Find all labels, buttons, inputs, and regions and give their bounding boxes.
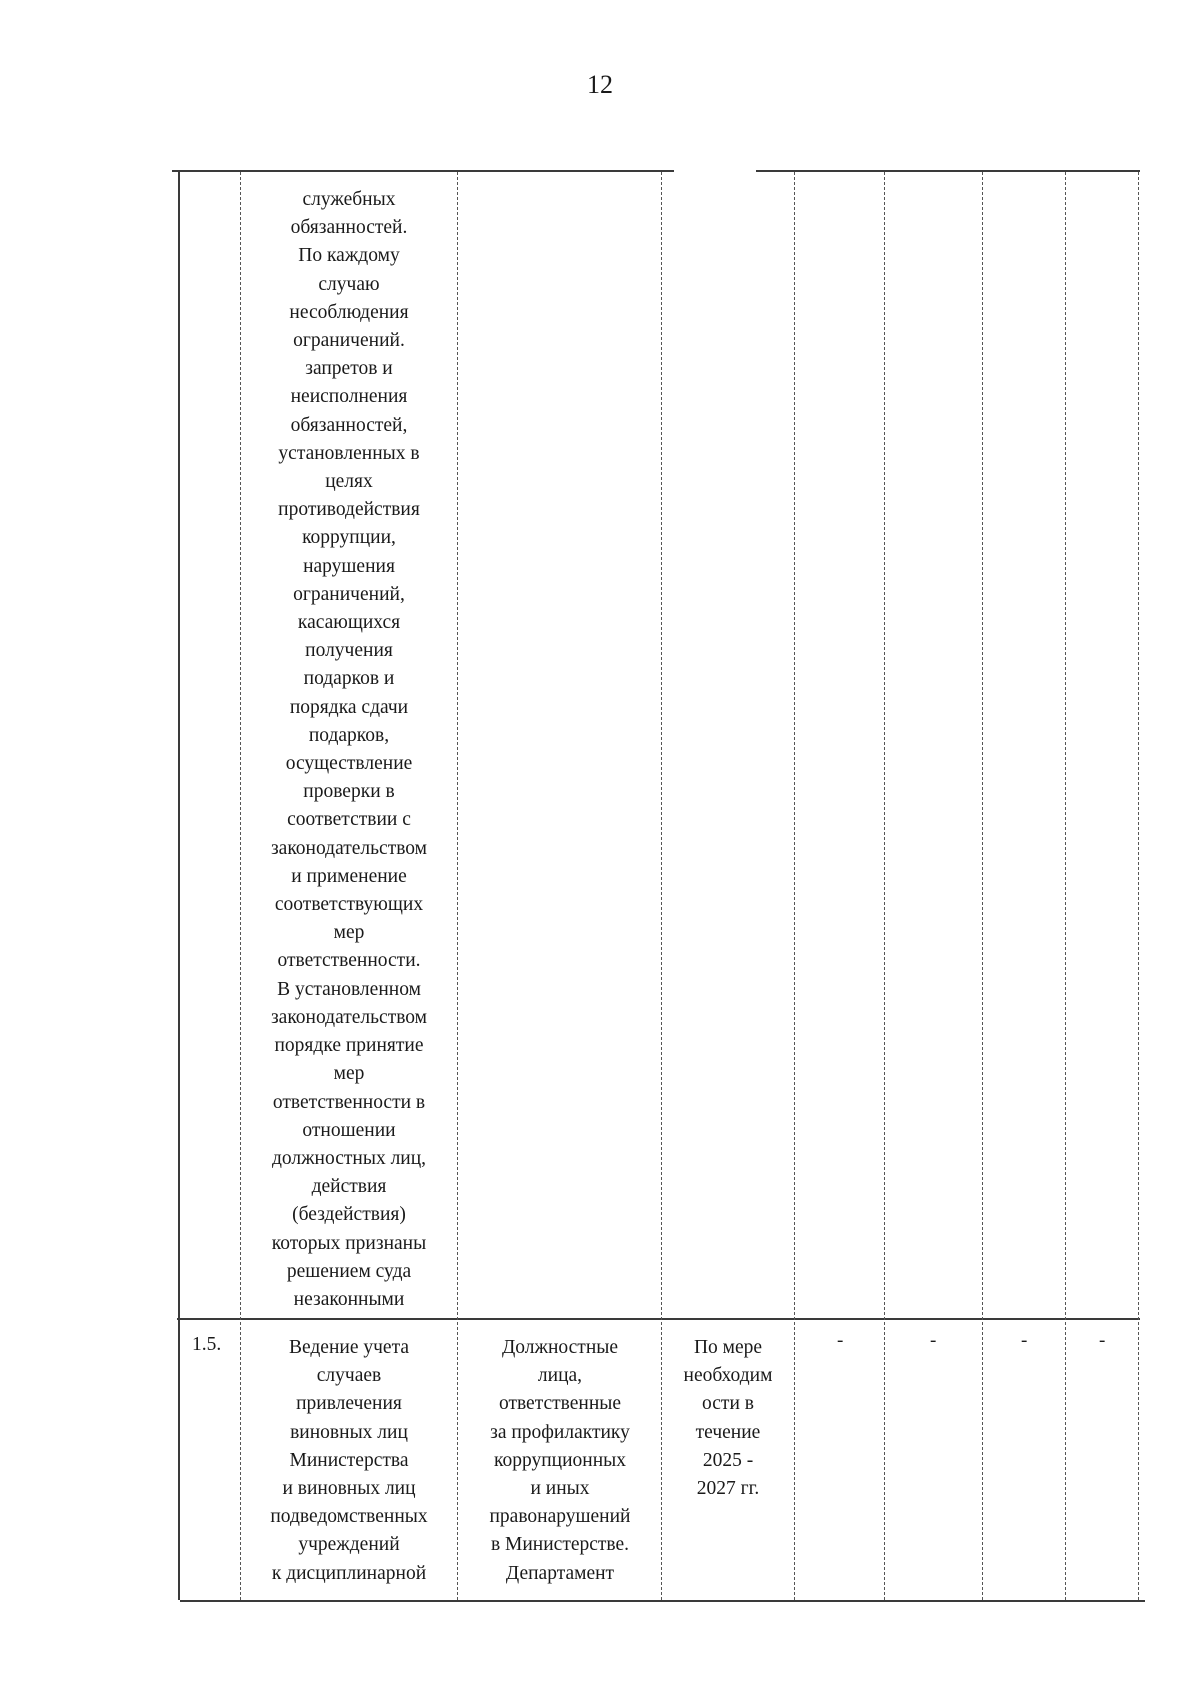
column-line-5 bbox=[794, 172, 795, 1600]
text-line: В установленном bbox=[277, 978, 421, 1000]
text-line: виновных лиц bbox=[290, 1421, 408, 1443]
table-top-border-right bbox=[756, 170, 1140, 172]
text-line: несоблюдения bbox=[289, 301, 409, 323]
text-line: По каждому bbox=[298, 245, 400, 267]
row-divider bbox=[177, 1318, 1140, 1320]
row-1-5-description bbox=[244, 1334, 454, 1588]
text-line: мер bbox=[333, 922, 365, 944]
column-line-7 bbox=[982, 172, 983, 1600]
text-line: обязанностей, bbox=[290, 414, 408, 436]
text-line: нарушения bbox=[303, 555, 395, 577]
text-line: действия bbox=[311, 1176, 387, 1198]
text-line: случаю bbox=[318, 273, 380, 295]
text-line: которых признаны bbox=[271, 1232, 427, 1254]
text-line: целях bbox=[325, 471, 373, 493]
text-line: к дисциплинарной bbox=[271, 1562, 427, 1584]
text-line: коррупционных bbox=[493, 1449, 626, 1471]
text-line: случаев bbox=[316, 1365, 382, 1387]
text-line: подарков и bbox=[303, 668, 395, 690]
text-line: лица, bbox=[537, 1365, 583, 1387]
text-line: 2025 - bbox=[702, 1449, 754, 1471]
text-line: течение bbox=[695, 1421, 761, 1443]
text-line: отношении bbox=[302, 1119, 396, 1141]
text-line: касающихся bbox=[297, 612, 401, 634]
text-line: соответствии с bbox=[287, 809, 411, 831]
value-cell-2: - bbox=[930, 1330, 937, 1351]
text-line: необходим bbox=[683, 1365, 773, 1387]
page-number: 12 bbox=[587, 70, 613, 99]
row-number: 1.5. bbox=[192, 1334, 222, 1355]
text-line: По мере bbox=[693, 1337, 763, 1358]
table-bottom-border bbox=[180, 1600, 1145, 1602]
text-line: законодательством bbox=[270, 837, 428, 859]
text-line: правонарушений bbox=[489, 1506, 631, 1528]
column-line-9 bbox=[1138, 172, 1139, 1600]
text-line: ответственности. bbox=[277, 950, 421, 972]
text-line: (бездействия) bbox=[292, 1204, 406, 1226]
text-line: служебных bbox=[302, 189, 396, 210]
text-line: 2027 гг. bbox=[696, 1478, 760, 1500]
table-top-border-left bbox=[172, 170, 674, 172]
text-line: противодействия bbox=[278, 499, 420, 521]
column-line-3 bbox=[457, 172, 458, 1600]
text-line: Министерства bbox=[289, 1449, 409, 1471]
row-1-5-responsible bbox=[461, 1334, 659, 1588]
text-line: незаконными bbox=[293, 1288, 405, 1310]
text-line: и иных bbox=[530, 1478, 590, 1500]
text-line: ответственности в bbox=[272, 1091, 426, 1113]
text-line: коррупции, bbox=[302, 527, 396, 549]
row-1-5-deadline bbox=[664, 1334, 792, 1503]
column-line-1 bbox=[178, 170, 180, 1600]
text-line: ответственные bbox=[498, 1393, 622, 1415]
text-line: ограничений. bbox=[293, 330, 405, 352]
text-line: привлечения bbox=[296, 1393, 402, 1415]
text-line: ограничений, bbox=[293, 583, 405, 605]
text-line: и применение bbox=[291, 865, 407, 887]
text-line: подарков, bbox=[308, 724, 390, 746]
text-line: проверки в bbox=[303, 781, 395, 803]
text-line: подведомственных bbox=[270, 1506, 428, 1528]
text-line: обязанностей. bbox=[290, 217, 408, 239]
text-line: и виновных лиц bbox=[282, 1478, 416, 1500]
text-line: Департамент bbox=[505, 1562, 615, 1584]
column-line-4 bbox=[661, 172, 662, 1600]
text-line: неисполнения bbox=[290, 386, 408, 408]
text-line: ости в bbox=[702, 1393, 754, 1415]
text-line: получения bbox=[305, 640, 393, 662]
column-line-6 bbox=[884, 172, 885, 1600]
text-line: Должностные bbox=[501, 1337, 619, 1358]
text-line: осуществление bbox=[285, 753, 413, 775]
text-line: в Министерстве. bbox=[490, 1534, 630, 1556]
text-line: соответствующих bbox=[274, 894, 424, 916]
text-line: Ведение учета bbox=[288, 1337, 409, 1358]
column-line-8 bbox=[1065, 172, 1066, 1600]
value-cell-1: - bbox=[837, 1330, 844, 1351]
continued-description bbox=[244, 186, 454, 1314]
text-line: порядке принятие bbox=[274, 1035, 424, 1057]
column-line-2 bbox=[240, 172, 241, 1600]
value-cell-3: - bbox=[1021, 1330, 1028, 1351]
text-line: запретов и bbox=[305, 358, 393, 380]
text-line: за профилактику bbox=[490, 1421, 630, 1443]
text-line: мер bbox=[333, 1063, 365, 1085]
text-line: учреждений bbox=[298, 1534, 400, 1556]
text-line: порядка сдачи bbox=[289, 696, 409, 718]
text-line: должностных лиц, bbox=[271, 1147, 427, 1169]
value-cell-4: - bbox=[1099, 1330, 1106, 1351]
text-line: установленных в bbox=[278, 442, 420, 464]
text-line: решением суда bbox=[286, 1260, 412, 1282]
text-line: законодательством bbox=[270, 1006, 428, 1028]
